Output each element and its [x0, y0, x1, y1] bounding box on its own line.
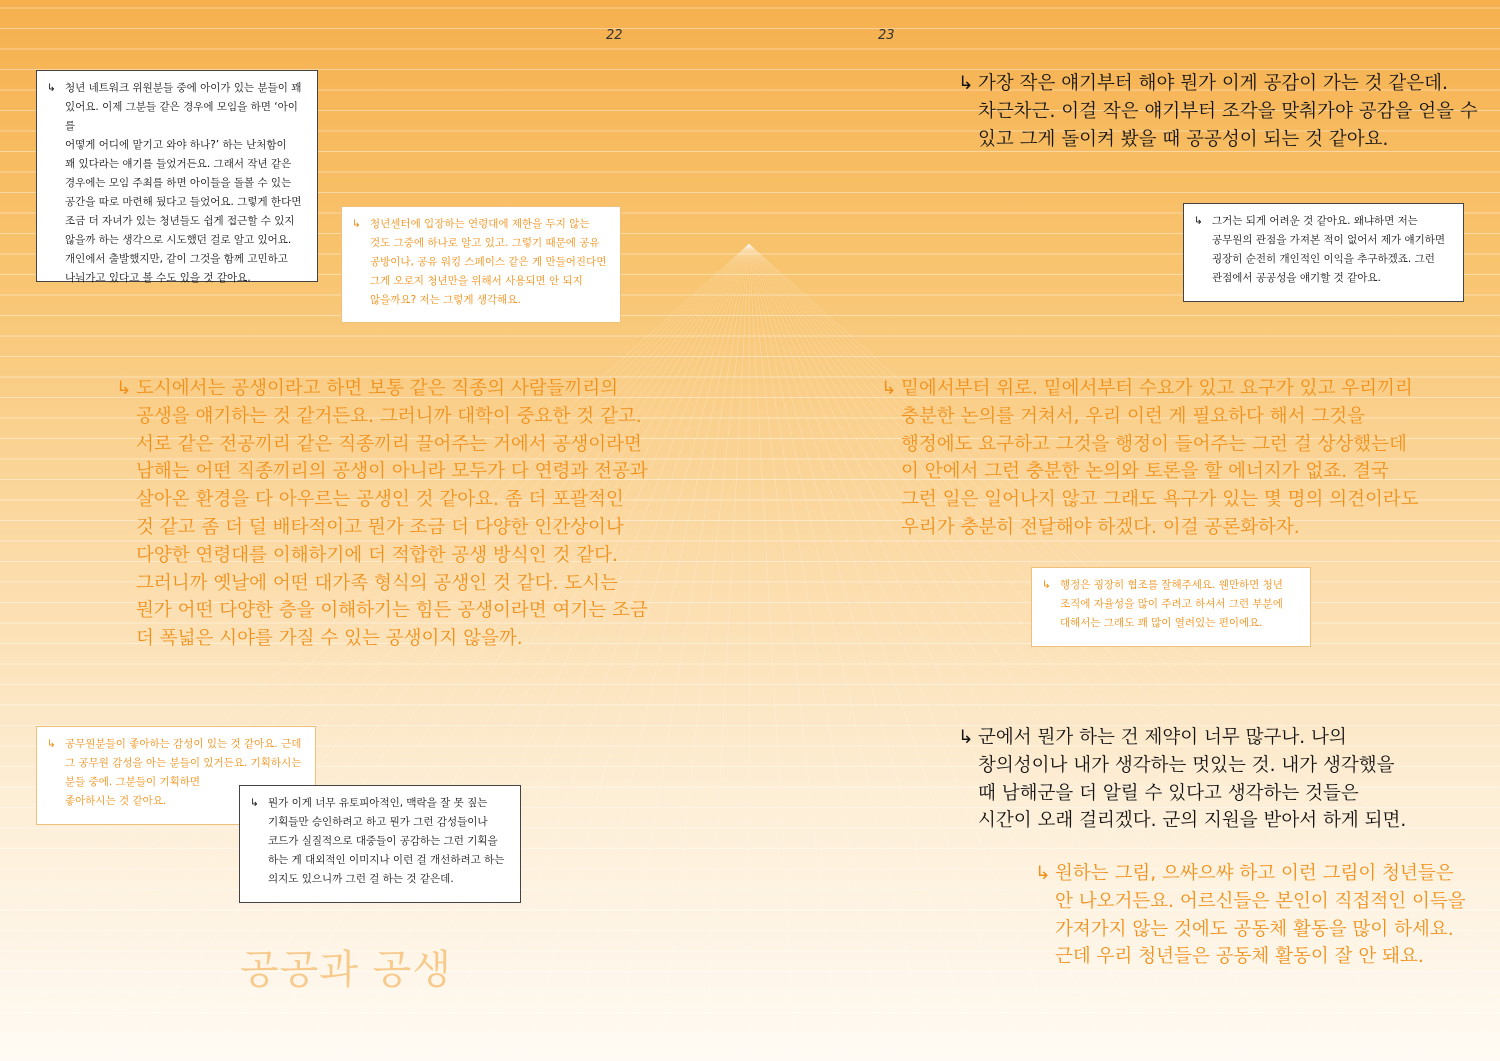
quote-smallest-story: [958, 70, 1478, 153]
quote-line: 꽤 있다라는 얘기를 들었거든요. 그래서 작년 같은: [65, 158, 292, 170]
arrow-icon: ↳: [47, 738, 56, 750]
quote-line: 우리가 충분히 전달해야 하겠다. 이걸 공론화하자.: [901, 516, 1300, 538]
quote-line: 공방이나, 공유 워킹 스페이스 같은 게 만들어진다면: [370, 256, 607, 268]
quote-line: 공생을 얘기하는 것 같거든요. 그러니까 대학이 중요한 것 같고.: [136, 405, 642, 427]
quote-line: 가져가지 않는 것에도 공동체 활동을 많이 하세요.: [1055, 918, 1454, 940]
arrow-icon: ↳: [958, 727, 974, 748]
quote-text: [1042, 576, 1298, 633]
quote-line: 조금 더 자녀가 있는 청년들도 쉽게 접근할 수 있지: [65, 215, 295, 227]
quote-line: 이 안에서 그런 충분한 논의와 토론을 할 에너지가 없죠. 결국: [901, 461, 1389, 483]
quote-line: 분들 중에. 그분들이 기획하면: [65, 776, 201, 788]
quote-box-network: [36, 70, 318, 282]
grid-line: [749, 244, 1065, 1061]
quote-text: [881, 375, 1441, 542]
grid-line: [705, 244, 749, 1061]
arrow-icon: ↳: [352, 218, 361, 230]
quote-line: 서로 같은 전공끼리 같은 직종끼리 끌어주는 거에서 공생이라면: [136, 433, 642, 455]
quote-box-utopian: [239, 785, 521, 903]
quote-line: 뭔가 어떤 다양한 층을 이해하기는 힘든 공생이라면 여기는 조금: [136, 600, 648, 622]
grid-line: [660, 244, 749, 1061]
quote-text: [250, 794, 508, 889]
quote-line: 차근차근. 이걸 작은 얘기부터 조각을 맞춰가야 공감을 얻을 수: [978, 100, 1478, 122]
quote-line: 그러니까 옛날에 어떤 대가족 형식의 공생인 것 같다. 도시는: [136, 572, 618, 594]
quote-line: ↳ 공무원분들이 좋아하는 감성이 있는 것 같아요. 근데: [65, 735, 303, 754]
quote-line: 살아온 환경을 다 아우르는 공생인 것 같아요. 좀 더 포괄적인: [136, 489, 624, 511]
quote-box-admin: [1031, 567, 1311, 647]
quote-line: 굉장히 순전히 개인적인 이익을 추구하겠죠. 그런: [1212, 253, 1435, 265]
quote-line: ↳ 청년 네트워크 위원분들 중에 아이가 있는 분들이 꽤: [65, 79, 305, 98]
quote-line: 창의성이나 내가 생각하는 멋있는 것. 내가 생각했을: [978, 754, 1395, 776]
quote-line: 충분한 논의를 거쳐서, 우리 이런 게 필요하다 해서 그것을: [901, 405, 1365, 427]
quote-line: 때 남해군을 더 알릴 수 있다고 생각하는 것들은: [978, 782, 1359, 804]
quote-line: 있고 그게 돌이켜 봤을 때 공공성이 되는 것 같아요.: [978, 128, 1389, 150]
quote-line: ↳ 가장 작은 얘기부터 해야 뭔가 이게 공감이 가는 것 같은데.: [978, 70, 1478, 98]
quote-line: 의지도 있으니까 그런 걸 하는 것 같은데.: [268, 873, 454, 885]
quote-line: 기획들만 승인하려고 하고 뭔가 그런 감성들이나: [268, 816, 488, 828]
quote-line: 코드가 실질적으로 대중들이 공감하는 그런 기획을: [268, 835, 498, 847]
quote-line: ↳ 청년센터에 입장하는 연령대에 제한을 두지 않는: [370, 215, 608, 234]
quote-line: 근데 우리 청년들은 공동체 활동이 잘 안 돼요.: [1055, 946, 1424, 968]
quote-box-center: [341, 206, 621, 323]
quote-line: 그게 오로지 청년만을 위해서 사용되면 안 되지: [370, 275, 583, 287]
quote-line: 않을까 하는 생각으로 시도했던 걸로 알고 있어요.: [65, 234, 292, 246]
quote-line: 있어요. 이제 그분들 같은 경우에 모임을 하면 ‘아이를: [65, 101, 298, 132]
arrow-icon: ↳: [881, 378, 897, 399]
quote-line: 것도 그중에 하나로 알고 있고. 그렇기 때문에 공유: [370, 237, 600, 249]
quote-line: 개인에서 출발했지만, 같이 그것을 함께 고민하고: [65, 253, 288, 265]
arrow-icon: ↳: [250, 797, 259, 809]
quote-line: 관점에서 공공성을 얘기할 것 같아요.: [1212, 272, 1381, 284]
quote-line: 그 공무원 감성을 아는 분들이 있거든요. 기획하시는: [65, 757, 302, 769]
grid-line: [749, 244, 750, 1061]
quote-line: 경우에는 모임 주최를 하면 아이들을 돌볼 수 있는: [65, 177, 292, 189]
page-number-left: 22: [606, 28, 623, 43]
quote-line: ↳ 군에서 뭔가 하는 건 제약이 너무 많구나. 나의: [978, 724, 1438, 752]
quote-line: 더 폭넓은 시야를 가질 수 있는 공생이지 않을까.: [136, 628, 523, 650]
quote-line: 조직에 자율성을 많이 주려고 하셔서 그런 부분에: [1060, 598, 1283, 610]
arrow-icon: ↳: [116, 378, 132, 399]
spread-title: 공공과 공생: [240, 947, 452, 993]
quote-line: 시간이 오래 걸리겠다. 군의 지원을 받아서 하게 되면.: [978, 810, 1407, 832]
quote-line: ↳ 도시에서는 공생이라고 하면 보통 같은 직종의 사람들끼리의: [136, 375, 656, 403]
quote-line: 대해서는 그래도 꽤 많이 열려있는 편이에요.: [1060, 617, 1263, 629]
quote-text: [958, 70, 1478, 153]
quote-line: ↳ 밑에서부터 위로. 밑에서부터 수요가 있고 요구가 있고 우리끼리: [901, 375, 1441, 403]
grid-line: [749, 244, 975, 1061]
quote-text: [958, 724, 1438, 835]
quote-text: [352, 215, 608, 310]
quote-box-hard: [1183, 203, 1464, 302]
grid-line: [749, 244, 795, 1061]
arrow-icon: ↳: [1042, 579, 1051, 591]
quote-line: 하는 게 대외적인 이미지나 이런 걸 개선하려고 하는: [268, 854, 505, 866]
quote-city-coexistence: [116, 375, 656, 653]
quote-line: ↳ 행정은 굉장히 협조를 잘해주세요. 웬만하면 청년: [1060, 576, 1298, 595]
quote-line: 공무원의 관점을 가져본 적이 없어서 제가 얘기하면: [1212, 234, 1446, 246]
quote-line: 나눠가고 있다고 볼 수도 있을 것 같아요.: [65, 272, 251, 284]
quote-line: ↳ 원하는 그림, 으쌰으쌰 하고 이런 그림이 청년들은: [1055, 860, 1475, 888]
quote-line: 좋아하시는 것 같아요.: [65, 795, 167, 807]
arrow-icon: ↳: [1194, 215, 1203, 227]
arrow-icon: ↳: [1035, 863, 1051, 884]
quote-line: 것 같고 좀 더 덜 배타적이고 뭔가 조금 더 다양한 인간상이나: [136, 516, 624, 538]
quote-line: 안 나오거든요. 어르신들은 본인이 직접적인 이득을: [1055, 890, 1466, 912]
grid-line: [749, 244, 840, 1061]
quote-county-limits: [958, 724, 1438, 835]
quote-line: 다양한 연령대를 이해하기에 더 적합한 공생 방식인 것 같다.: [136, 544, 618, 566]
grid-line: [749, 244, 885, 1061]
quote-text: [1194, 212, 1451, 288]
page-number-right: 23: [878, 28, 895, 43]
quote-line: 어떻게 어디에 맡기고 와야 하나?’ 하는 난처함이: [65, 139, 287, 151]
arrow-icon: ↳: [958, 73, 974, 94]
quote-line: ↳ 그거는 되게 어려운 것 같아요. 왜냐하면 저는: [1212, 212, 1451, 231]
quote-text: [47, 79, 305, 288]
quote-line: ↳ 뭔가 이게 너무 유토피아적인, 맥락을 잘 못 짚는: [268, 794, 508, 813]
quote-line: 않을까요? 저는 그렇게 생각해요.: [370, 294, 521, 306]
quote-bottom-up: [881, 375, 1441, 542]
grid-line: [749, 244, 930, 1061]
quote-line: 행정에도 요구하고 그것을 행정이 들어주는 그런 걸 상상했는데: [901, 433, 1407, 455]
quote-text: [116, 375, 656, 653]
arrow-icon: ↳: [47, 82, 56, 94]
quote-line: 공간을 따로 마련해 뒀다고 들었어요. 그렇게 한다면: [65, 196, 302, 208]
quote-text: [1035, 860, 1475, 971]
quote-line: 그런 일은 일어나지 않고 그래도 욕구가 있는 몇 명의 의견이라도: [901, 489, 1419, 511]
quote-line: 남해는 어떤 직종끼리의 공생이 아니라 모두가 다 연령과 전공과: [136, 461, 648, 483]
quote-picture: [1035, 860, 1475, 971]
